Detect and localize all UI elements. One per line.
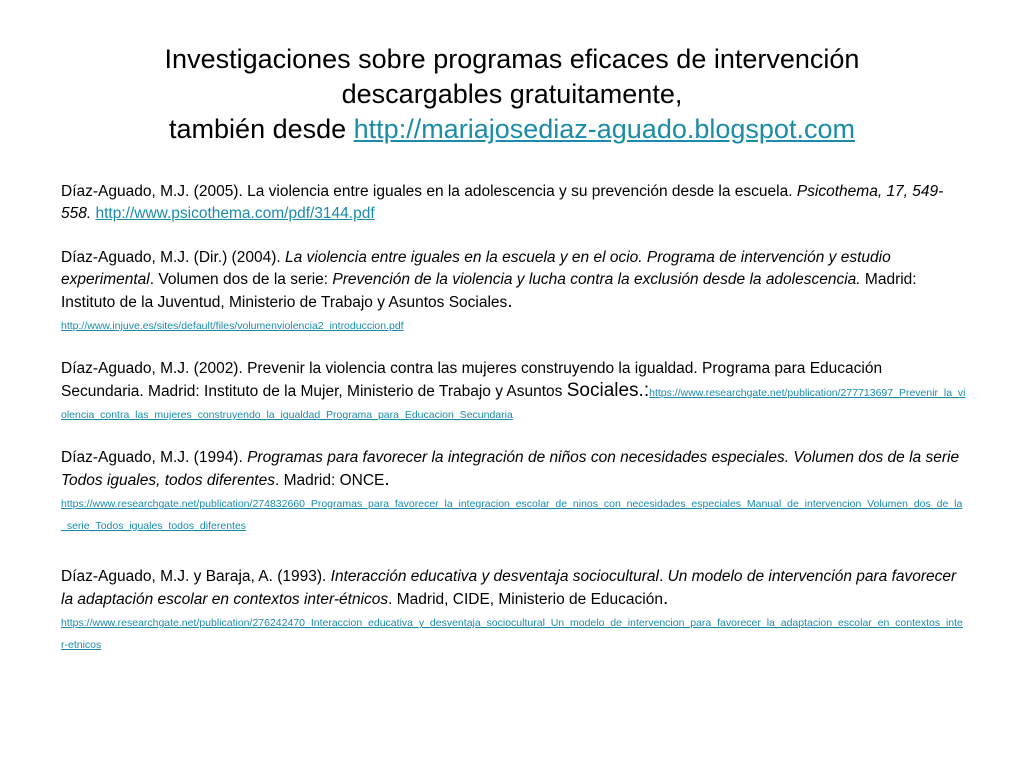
reference-url[interactable]: http://www.injuve.es/sites/default/files/volumenviolencia2_introduccion.pdf — [61, 320, 404, 332]
reference-item — [61, 447, 966, 536]
reference-url[interactable]: http://www.psicothema.com/pdf/3144.pdf — [95, 205, 375, 222]
reference-item — [61, 358, 966, 425]
title-line-3 — [60, 112, 964, 147]
reference-subtitle-prefix: . — [658, 568, 668, 585]
reference-title: La violencia entre iguales en la escuela y en el ocio. Programa de intervención y estudio experimental — [61, 249, 891, 288]
reference-text: Prevenir la violencia contra las mujeres construyendo la igualdad. Programa para Educación Secundaria. Madrid: Instituto de la Mujer, Ministerio de Trabajo y Asuntos — [61, 360, 883, 400]
reference-authors: Díaz-Aguado, M.J. (1994). — [61, 449, 248, 466]
title-line-3-prefix: también desde — [169, 114, 354, 144]
reference-authors: Díaz-Aguado, M.J. y Baraja, A. (1993). — [61, 568, 331, 585]
reference-authors: Díaz-Aguado, M.J. (2002). — [61, 360, 248, 377]
title-line-2: descargables gratuitamente, — [341, 79, 683, 109]
reference-list — [61, 181, 966, 655]
reference-url[interactable]: https://www.researchgate.net/publication/274832660_Programas_para_favorecer_la_integracion_escolar_de_ninos_con_necesidades_especiales_Manual_de_intervencion_Volumen_dos_de_la_serie_Todos_iguales_todos_diferentes — [61, 498, 963, 532]
reference-subtitle: Un modelo de intervención para favorecer la adaptación escolar en contextos inter-étnicos — [61, 568, 957, 608]
slide-title — [60, 42, 964, 147]
reference-url[interactable]: https://www.researchgate.net/publication/277713697_Prevenir_la_violencia_contra_las_mujeres_construyendo_la_igualdad_Programa_para_Educacion_Secundaria — [61, 387, 966, 421]
reference-publisher: . Madrid: ONCE — [275, 472, 385, 489]
reference-item — [61, 566, 966, 655]
reference-series: Prevención de la violencia y lucha contra la exclusión desde la adolescencia. — [332, 271, 861, 288]
reference-title: Interacción educativa y desventaja sociocultural — [330, 568, 659, 585]
reference-title: Programas para favorecer la integración de niños con necesidades especiales. Volumen dos de la serie Todos iguales, todos diferentes — [61, 449, 960, 489]
title-line-1: Investigaciones sobre programas eficaces de intervención — [164, 44, 860, 74]
reference-end: Sociales.: — [566, 380, 650, 401]
reference-end: . — [384, 469, 390, 490]
reference-journal: Psicothema, 17, 549-558. — [61, 183, 944, 222]
reference-publisher: . Madrid, CIDE, Ministerio de Educación — [388, 591, 663, 608]
reference-item — [61, 181, 966, 225]
reference-end: . — [507, 291, 513, 312]
reference-series-prefix: . Volumen dos de la serie: — [149, 271, 333, 288]
blog-link[interactable]: http://mariajosediaz-aguado.blogspot.com — [353, 114, 855, 144]
reference-item — [61, 247, 966, 336]
reference-title: La violencia entre iguales en la adolescencia y su prevención desde la escuela. — [247, 183, 797, 200]
reference-publisher: Madrid: Instituto de la Juventud, Ministerio de Trabajo y Asuntos Sociales — [61, 271, 917, 311]
reference-authors: Díaz-Aguado, M.J. (Dir.) (2004). — [61, 249, 285, 266]
reference-end: . — [662, 588, 669, 609]
reference-authors: Díaz-Aguado, M.J. (2005). — [61, 183, 248, 200]
reference-url[interactable]: https://www.researchgate.net/publication/276242470_Interaccion_educativa_y_desventaja_sociocultural_Un_modelo_de_intervencion_para_favorecer_la_adaptacion_escolar_en_contextos_inter-etnicos — [61, 617, 963, 651]
